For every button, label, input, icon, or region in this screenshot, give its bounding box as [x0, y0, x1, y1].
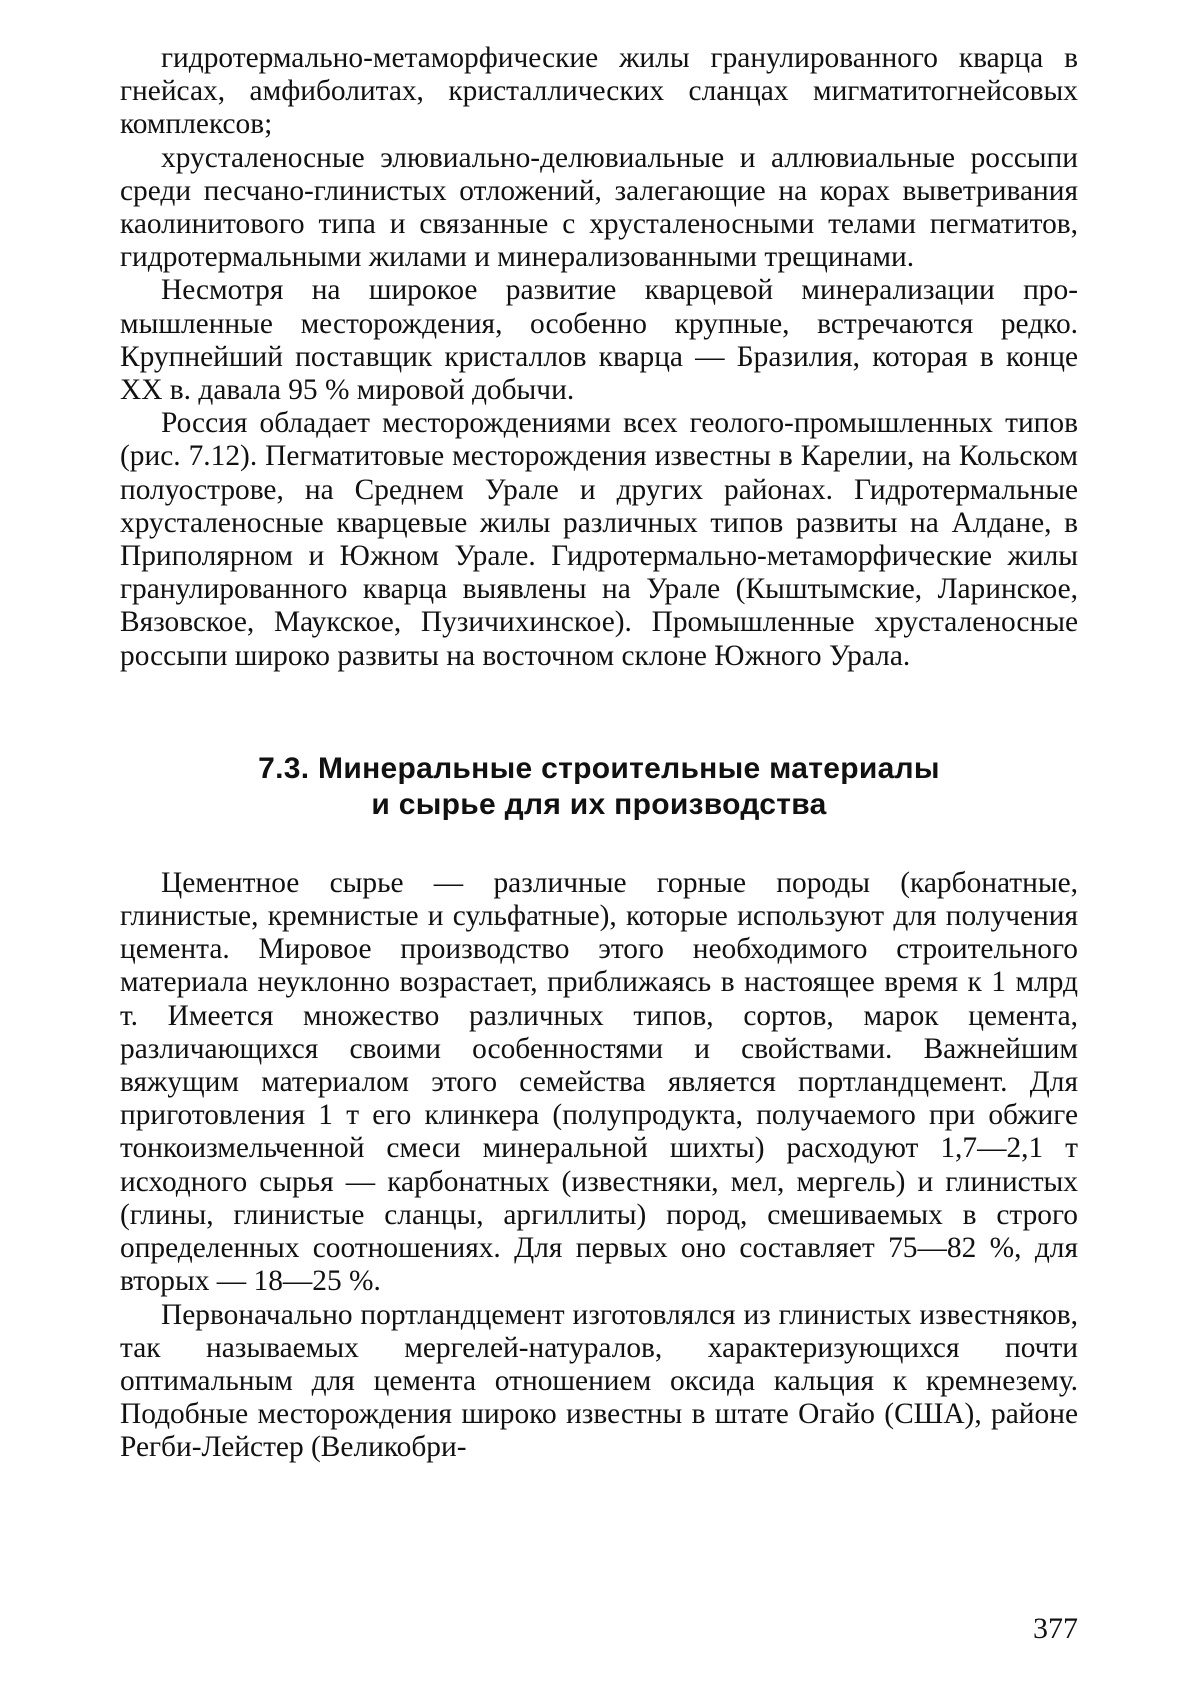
page-body: [120, 42, 1078, 1465]
paragraph: Россия обладает месторождениями всех геолого-промышленных типов (рис. 7.12). Пегматитовые месторождения известны в Карелии, на Кольском полуострове, на Среднем Урале и других районах. Гидротермальные хрусталеносные кварцевые жилы различных типов развиты на Алдане, в Приполярном и Южном Урале. Гидротермально-метаморфические жилы гранулированного кварца выявлены на Урале (Кыштымские, Ларинское, Вязовское, Маукское, Пузичихинское). Промышленные хрусталеносные россыпи широко развиты на восточном склоне Южного Урала.: [120, 407, 1078, 672]
paragraph: гидротермально-метаморфические жилы гранулированного кварца в гнейсах, амфиболитах, кристаллических сланцах мигматитогнейсовых комплексов;: [120, 42, 1078, 141]
section-heading-line-1: 7.3. Минеральные строительные материалы: [258, 751, 940, 785]
paragraph: Первоначально портландцемент изготовлялся из глинистых известняков, так называемых мергелей-натуралов, характеризующихся почти оптимальным для цемента отношением оксида кальция к кремнезему. Подобные месторождения широко известны в штате Огайо (США), районе Регби-Лейстер (Великобри-: [120, 1298, 1078, 1464]
paragraph: Несмотря на широкое развитие кварцевой минерализации промышленные месторождения, особенно крупные, встречаются редко. Крупнейший поставщик кристаллов кварца — Бразилия, которая в конце XX в. давала 95 % мировой добычи.: [120, 274, 1078, 407]
section-heading-line-2: и сырье для их производства: [371, 787, 827, 821]
paragraph: хрусталеносные элювиально-делювиальные и аллювиальные россыпи среди песчано-глинистых отложений, залегающие на корах выветривания каолинитового типа и связанные с хрусталеносными телами пегматитов, гидротермальными жилами и минерализованными трещинами.: [120, 141, 1078, 274]
section-heading: [120, 751, 1078, 823]
page-number: 377: [1033, 1612, 1078, 1645]
paragraph: Цементное сырье — различные горные породы (карбонатные, глинистые, кремнистые и сульфатные), которые используют для получения цемента. Мировое производство этого необходимого строительного материала неуклонно возрастает, приближаясь в настоящее время к 1 млрд т. Имеется множество различных типов, сортов, марок цемента, различающихся своими особенностями и свойствами. Важнейшим вяжущим материалом этого семейства является портландцемент. Для приготовления 1 т его клинкера (полупродукта, получаемого при обжиге тонкоизмельченной смеси минеральной шихты) расходуют 1,7—2,1 т исходного сырья — карбонатных (известняки, мел, мергель) и глинистых (глины, глинистые сланцы, аргиллиты) пород, смешиваемых в строго определенных соотношениях. Для первых оно составляет 75—82 %, для вторых — 18—25 %.: [120, 866, 1078, 1298]
